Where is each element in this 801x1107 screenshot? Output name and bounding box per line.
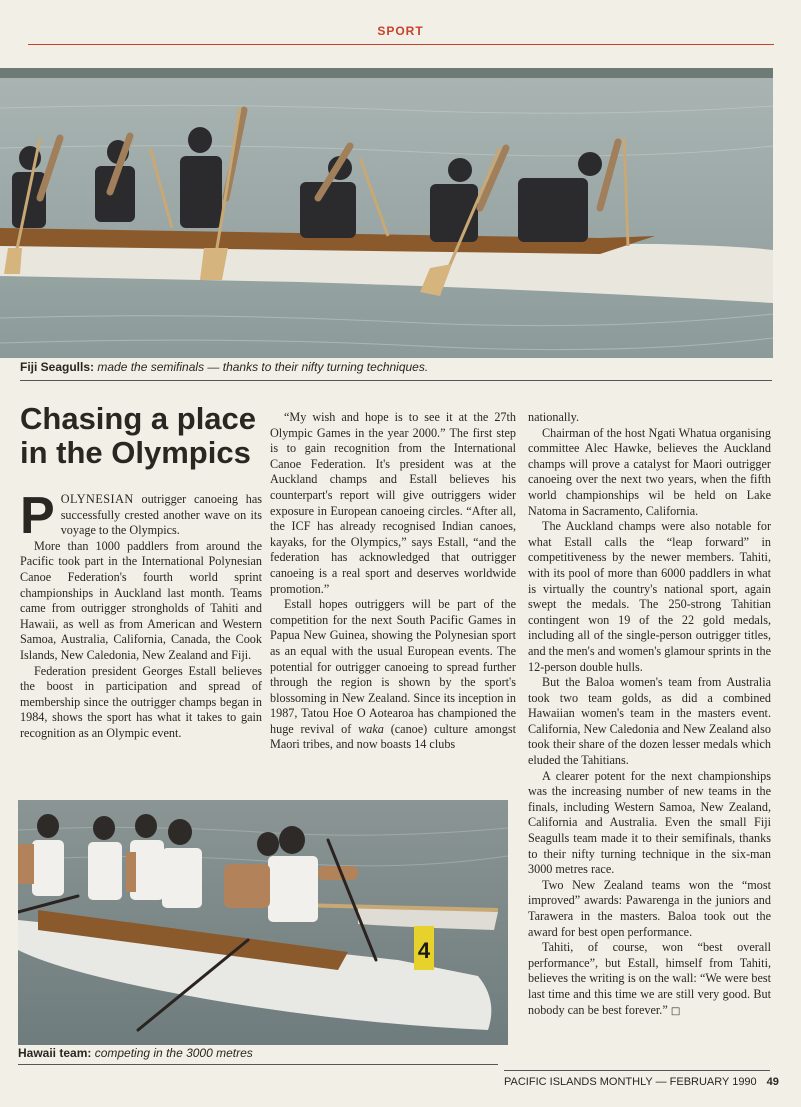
paragraph — [528, 940, 771, 1019]
page-number: 49 — [766, 1076, 779, 1088]
end-mark: □ — [670, 1005, 681, 1017]
text-run: Tahiti, of course, won “best overall performance”, but Estall, himself from Tahiti, believes the writing is on the wall: “We were best last time and this time we are still very good. But nobody can be best forever.” — [528, 940, 771, 1017]
caption-rule — [18, 1064, 498, 1065]
lead-text: outrigger canoeing has successfully crested another wave on its voyage to the Olympics. — [60, 492, 262, 538]
paragraph: Two New Zealand teams won the “most improved” awards: Pawarenga in the juniors and Tarawera in the masters. Baloa took out the award for best open performance. — [528, 877, 771, 939]
article-headline: Chasing a place in the Olympics — [20, 401, 257, 470]
lead-paragraph — [20, 487, 262, 545]
photo-caption-fiji — [20, 360, 428, 374]
paragraph: The Auckland champs were also notable for what Estall calls the “leap forward” in competitiveness by the newer members. Tahiti, with its pool of more than 6000 paddlers in what is virtually the country's national sport, again swept the medals. The 250-strong Tahitian contingent won 19 of the 22 gold medals, including all of the single-person outrigger titles, and the men's and women's glamour sprints in the 12-person double hulls. — [528, 519, 771, 674]
page-footer — [504, 1076, 779, 1088]
lead-caps: OLYNESIAN — [60, 492, 134, 506]
race-number-plate: 4 — [417, 938, 431, 963]
paragraph: More than 1000 paddlers from around the Pacific took part in the International Polynesian Canoe Federation's fourth world sprint championships in Auckland last month. Teams came from outrigger strongholds of Tahiti and Hawaii, as well as from American and Western Samoa, Australia, California, Canada, the Cook Islands, New Caledonia, New Zealand and Fiji. — [20, 538, 262, 662]
photo-fiji-seagulls — [0, 68, 773, 358]
paragraph: Federation president Georges Estall believes the boost in participation and spread of membership since the outrigger champs began in 1984, shows the sport has what it takes to gain recognition as an Olympic event. — [20, 663, 262, 740]
photo-caption-hawaii — [18, 1046, 253, 1060]
text-run: Estall hopes outriggers will be part of the competition for the next South Pacific Games in Papua New Guinea, showing the Polynesian sport as an equal with the usual European events. The potential for outrigger canoeing to spread further through the region is shown by the sport's blossoming in New Zealand. Since its inception in 1987, Tatou Hoe O Aotearoa has championed the huge revival of — [270, 597, 516, 736]
article-column-1 — [20, 487, 262, 742]
caption-rule — [20, 380, 772, 381]
footer-rule — [504, 1070, 770, 1071]
drop-cap: P — [20, 487, 55, 545]
article-column-2 — [270, 410, 516, 753]
paragraph: But the Baloa women's team from Australia took two team golds, as did a combined Hawaiian women's team in the masters event. California, New Caledonia and New Zealand also took their share of the dozen lesser medals which eluded the Tahitians. — [528, 675, 771, 768]
caption-text: competing in the 3000 metres — [91, 1046, 253, 1060]
text-run: (canoe) culture amongst Maori tribes, and now boasts 14 clubs — [270, 721, 516, 752]
paragraph: Chairman of the host Ngati Whatua organising committee Alec Hawke, believes the Auckland champs will prove a catalyst for Maori outrigger canoeing over the next two years, when the fifth world championships wil be held on Lake Natoma in Sacramento, California. — [528, 425, 771, 518]
section-label: SPORT — [377, 24, 424, 38]
paragraph — [270, 597, 516, 753]
photo-hawaii-team — [18, 800, 508, 1045]
caption-bold: Fiji Seagulls: — [20, 360, 95, 374]
top-rule — [28, 44, 774, 45]
paragraph-continued: nationally. — [528, 410, 579, 424]
caption-bold: Hawaii team: — [18, 1046, 92, 1060]
publication-line: PACIFIC ISLANDS MONTHLY — FEBRUARY 1990 — [504, 1076, 757, 1088]
paragraph: A clearer potent for the next championships was the increasing number of new teams in the finals, including Western Samoa, New Zealand, California and Australia. Even the small Fiji Seagulls team made it to their semifinals, thanks to their nifty turning technique in the six-man 3000 metres race. — [528, 768, 771, 877]
italic-word: waka — [358, 721, 384, 736]
paragraph: “My wish and hope is to see it at the 27th Olympic Games in the year 2000.” The first step is to gain recognition from the International Canoe Federation. It's president was at the Auckland champs and Estall believes his counterpart's report will give outriggers wider exposure in European canoeing circles. “After all, the ICF has already recognised Indian canoes, kayaks, for the Olympics,” says Estall, “and the federation has acknowledged that outrigger canoeing is a real sport and deserves worldwide promotion.” — [270, 410, 516, 596]
article-column-3 — [528, 410, 771, 1019]
caption-text: made the semifinals — thanks to their nifty turning techniques. — [94, 360, 429, 374]
